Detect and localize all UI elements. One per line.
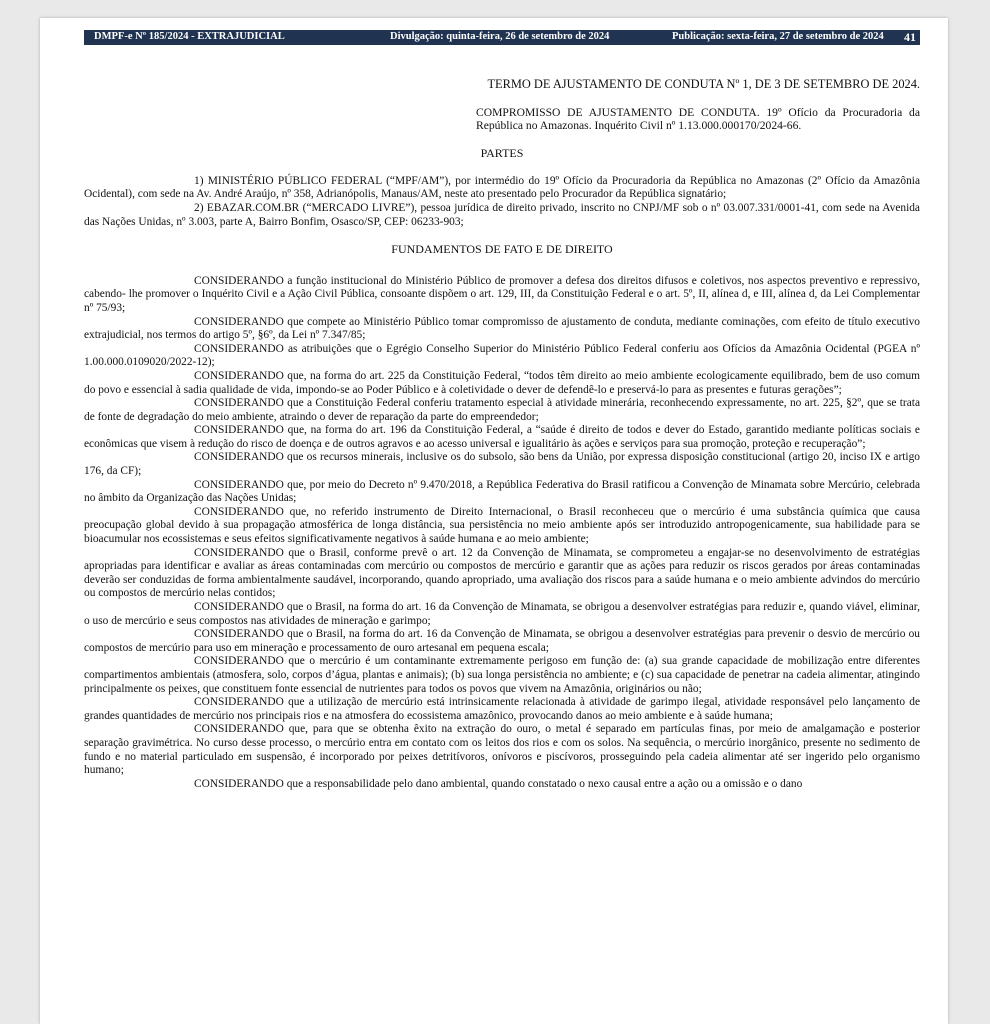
considerando-paragraph: CONSIDERANDO que, para que se obtenha êxito na extração do ouro, o metal é separado em partículas finas, por meio de amalgamação e posterior separação gravimétrica. No curso desse processo, o mercúrio entra em contato com os leitos dos rios e com os solos. Na sequência, o mercúrio inorgânico, presente no sedimento de fundo e no material particulado em suspensão, é incorporado por peixes detritívoros, onívoros e piscívoros, prosseguindo pela cadeia alimentar até ser ingerido pelo organismo humano; [84,723,920,777]
parte-paragraph: 1) MINISTÉRIO PÚBLICO FEDERAL (“MPF/AM”), por intermédio do 19º Ofício da Procuradoria da República no Amazonas (2º Ofício da Amazônia Ocidental), com sede na Av. André Araújo, nº 358, Adrianópolis, Manaus/AM, neste ato presentado pelo Procurador da República signatário; [84,174,920,201]
considerando-paragraph: CONSIDERANDO que o Brasil, na forma do art. 16 da Convenção de Minamata, se obrigou a desenvolver estratégias para prevenir o desvio de mercúrio ou compostos de mercúrio para uso em mineração e processamento de ouro artesanal em pequena escala; [84,628,920,654]
considerando-paragraph: CONSIDERANDO que, na forma do art. 225 da Constituição Federal, “todos têm direito ao meio ambiente ecologicamente equilibrado, bem de uso comum do povo e essencial à sadia qualidade de vida, impondo-se ao Poder Público e à coletividade o dever de defendê-lo e preservá-lo para as presentes e futuras gerações”; [84,369,920,396]
considerando-paragraph: CONSIDERANDO que o mercúrio é um contaminante extremamente perigoso em função de: (a) sua grande capacidade de mobilização entre diferentes compartimentos ambientais (atmosfera, solo, corpos d’água, plantas e animais); (b) sua longa persistência no ambiente; e (c) sua capacidade de penetrar na cadeia alimentar, atingindo principalmente os peixes, que constituem fonte essencial de nutrientes para todos os povos que vivem na Amazônia, originários ou não; [84,655,920,695]
considerando-paragraph: CONSIDERANDO que a Constituição Federal conferiu tratamento especial à atividade minerária, reconhecendo expressamente, no art. 225, §2º, que se trata de fonte de degradação do meio ambiente, atraindo o dever de reparação da parte do empreendedor; [84,397,920,423]
edition-label: DMPF-e Nº 185/2024 - EXTRAJUDICIAL [94,31,285,42]
partes-heading: PARTES [480,146,524,161]
considerando-paragraph: CONSIDERANDO que a responsabilidade pelo dano ambiental, quando constatado o nexo causal entre a ação ou a omissão e o dano [194,777,803,790]
page-number: 41 [904,30,916,44]
document-page [40,18,948,1024]
divulgacao-date: Divulgação: quinta-feira, 26 de setembro de 2024 [390,31,610,42]
ementa: COMPROMISSO DE AJUSTAMENTO DE CONDUTA. 19º Ofício da Procuradoria da República no Amazonas. Inquérito Civil nº 1.13.000.000170/2024-66. [476,105,920,133]
considerando-paragraph: CONSIDERANDO que, por meio do Decreto nº 9.470/2018, a República Federativa do Brasil ratificou a Convenção de Minamata sobre Mercúrio, celebrada no âmbito da Organização das Nações Unidas; [84,478,920,505]
document-title: TERMO DE AJUSTAMENTO DE CONDUTA Nº 1, DE 3 DE SETEMBRO DE 2024. [487,77,920,91]
considerando-paragraph: CONSIDERANDO que os recursos minerais, inclusive os do subsolo, são bens da União, por expressa disposição constitucional (artigo 20, inciso IX e artigo 176, da CF); [84,451,920,478]
publicacao-date: Publicação: sexta-feira, 27 de setembro de 2024 [672,31,884,42]
fundamentos-heading: FUNDAMENTOS DE FATO E DE DIREITO [391,242,613,257]
journal-header [84,30,920,45]
parte-paragraph: 2) EBAZAR.COM.BR (“MERCADO LIVRE”), pessoa jurídica de direito privado, inscrito no CNPJ/MF sob o nº 03.007.331/0001-41, com sede na Avenida das Nações Unidas, nº 3.003, parte A, Bairro Bonfim, Osasco/SP, CEP: 06233-903; [84,201,920,228]
document-body [84,78,920,791]
considerando-paragraph: CONSIDERANDO que, na forma do art. 196 da Constituição Federal, a “saúde é direito de todos e dever do Estado, garantido mediante políticas sociais e econômicas que visem à redução do risco de doença e de outros agravos e ao acesso universal e igualitário às ações e serviços para sua promoção, proteção e recuperação”; [84,424,920,450]
considerando-paragraph: CONSIDERANDO a função institucional do Ministério Público de promover a defesa dos direitos difusos e coletivos, nos aspectos preventivo e repressivo, cabendo- lhe promover o Inquérito Civil e a Ação Civil Pública, consoante dispõem o art. 129, III, da Constituição Federal e o art. 5º, II, alínea d, e III, alínea d, da Lei Complementar nº 75/93; [84,274,920,314]
considerando-paragraph: CONSIDERANDO que, no referido instrumento de Direito Internacional, o Brasil reconheceu que o mercúrio é uma substância química que causa preocupação global devido à sua propagação atmosférica de longa distância, sua persistência no meio ambiente após ser introduzido antropogenicamente, sua habilidade para se bioacumular nos ecossistemas e seus efeitos significativamente negativos à saúde humana e ao meio ambiente; [84,505,920,546]
considerando-paragraph: CONSIDERANDO que o Brasil, na forma do art. 16 da Convenção de Minamata, se obrigou a desenvolver estratégias para reduzir e, quando viável, eliminar, o uso de mercúrio e seus compostos nas atividades de mineração e garimpo; [84,601,920,627]
considerando-paragraph: CONSIDERANDO que o Brasil, conforme prevê o art. 12 da Convenção de Minamata, se comprometeu a engajar-se no desenvolvimento de estratégias apropriadas para identificar e avaliar as áreas contaminadas com mercúrio ou compostos de mercúrio e garantir que as ações para reduzir os riscos gerados por áreas contaminadas deverão ser conduzidas de forma ambientalmente saudável, incorporando, quando apropriado, uma avaliação dos riscos para a saúde humana e o meio ambiente advindos do mercúrio ou compostos de mercúrio nelas contidos; [84,546,920,600]
considerando-paragraph: CONSIDERANDO que compete ao Ministério Público tomar compromisso de ajustamento de conduta, mediante cominações, com efeito de título executivo extrajudicial, nos termos do artigo 5º, §6º, da Lei nº 7.347/85; [84,315,920,342]
considerando-paragraph: CONSIDERANDO que a utilização de mercúrio está intrinsicamente relacionada à atividade de garimpo ilegal, atividade responsável pelo lançamento de grandes quantidades de mercúrio nos principais rios e na atmosfera do ecossistema amazônico, provocando danos ao meio ambiente e à saúde humana; [84,696,920,722]
considerando-paragraph: CONSIDERANDO as atribuições que o Egrégio Conselho Superior do Ministério Público Federal conferiu aos Ofícios da Amazônia Ocidental (PGEA nº 1.00.000.0109020/2022-12); [84,342,920,369]
